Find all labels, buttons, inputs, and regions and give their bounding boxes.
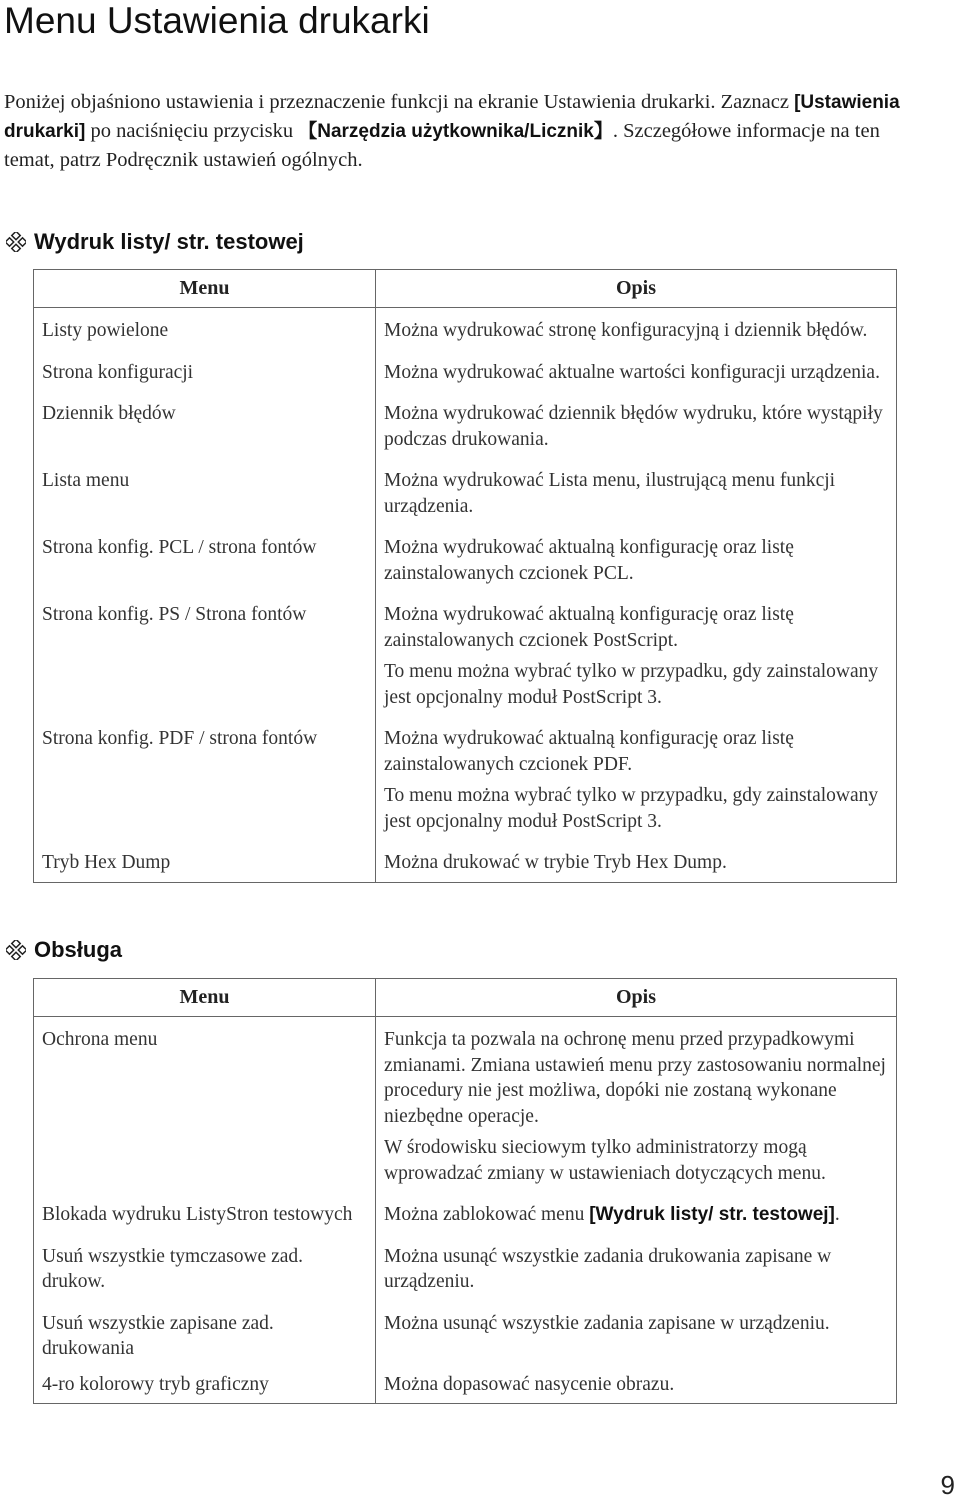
description-text: . — [834, 1204, 840, 1225]
menu-item-name: Listy powielone — [34, 308, 376, 350]
menu-item-description — [376, 840, 897, 882]
menu-item-name: Tryb Hex Dump — [34, 840, 376, 882]
description-paragraph: Można wydrukować Lista menu, ilustrującą menu funkcji urządzenia. — [384, 470, 836, 517]
description-paragraph: To menu można wybrać tylko w przypadku, gdy zainstalowany jest opcjonalny moduł PostScript 3. — [384, 661, 879, 708]
menu-item-name: Lista menu — [34, 458, 376, 525]
menu-item-description — [376, 350, 897, 392]
description-paragraph: Funkcja ta pozwala na ochronę menu przed przypadkowymi zmianami. Zmiana ustawień menu przy zastosowaniu normalnej procedury nie jest możliwa, dopóki nie zostaną wykonane niezbędne operacje. — [384, 1029, 886, 1127]
diamond-bullet-icon — [6, 940, 26, 960]
description-paragraph: Można wydrukować aktualną konfigurację oraz listę zainstalowanych czcionek PostScript. — [384, 604, 794, 651]
table-row — [34, 840, 897, 882]
description-paragraph: Można dopasować nasycenie obrazu. — [384, 1373, 675, 1395]
description-text: Można zablokować menu — [384, 1204, 590, 1225]
table-row — [34, 1017, 897, 1193]
menu-item-description — [376, 525, 897, 592]
section-heading-text: Obsługa — [34, 937, 123, 962]
column-header-description: Opis — [376, 270, 897, 308]
menu-item-description — [376, 1017, 897, 1193]
table-header-row — [34, 270, 897, 308]
description-paragraph: Można wydrukować aktualną konfigurację oraz listę zainstalowanych czcionek PCL. — [384, 537, 794, 584]
intro-text: . Szczegółowe informacje na ten temat, patrz Podręcznik ustawień ogólnych. — [4, 120, 880, 171]
description-paragraph: W środowisku sieciowym tylko administratorzy mogą wprowadzać zmiany w ustawieniach dotyczących menu. — [384, 1137, 826, 1184]
menu-item-description — [376, 308, 897, 350]
intro-text: Poniżej objaśniono ustawienia i przeznaczenie funkcji na ekranie Ustawienia drukarki. Zaznacz — [4, 91, 795, 113]
column-header-menu: Menu — [34, 979, 376, 1017]
description-paragraph: Można wydrukować aktualną konfigurację oraz listę zainstalowanych czcionek PDF. — [384, 728, 794, 775]
description-paragraph — [384, 1202, 888, 1228]
menu-item-name: Strona konfig. PCL / strona fontów — [34, 525, 376, 592]
description-paragraph: Można wydrukować aktualne wartości konfiguracji urządzenia. — [384, 361, 880, 383]
menu-item-name: Strona konfig. PDF / strona fontów — [34, 716, 376, 840]
page-number: 9 — [940, 1470, 955, 1500]
section-heading-text: Wydruk listy/ str. testowej — [34, 229, 304, 254]
table-row — [34, 350, 897, 392]
menu-item-description — [376, 458, 897, 525]
table-row — [34, 525, 897, 592]
section-heading-maintenance — [6, 935, 122, 965]
menu-item-name: 4-ro kolorowy tryb graficzny — [34, 1362, 376, 1404]
intro-text: po naciśnięciu przycisku — [85, 120, 299, 142]
diamond-bullet-icon — [6, 232, 26, 252]
menu-item-name: Dziennik błędów — [34, 391, 376, 458]
description-paragraph: To menu można wybrać tylko w przypadku, gdy zainstalowany jest opcjonalny moduł PostScript 3. — [384, 785, 879, 832]
table-row — [34, 716, 897, 840]
menu-item-description — [376, 1301, 897, 1362]
column-header-description: Opis — [376, 979, 897, 1017]
menu-item-name: Ochrona menu — [34, 1017, 376, 1193]
menu-item-name: Usuń wszystkie zapisane zad. drukowania — [34, 1301, 376, 1362]
menu-item-name: Strona konfiguracji — [34, 350, 376, 392]
menu-item-description — [376, 1362, 897, 1404]
table-row — [34, 592, 897, 716]
table-row — [34, 1234, 897, 1301]
menu-item-description — [376, 592, 897, 716]
menu-item-description — [376, 716, 897, 840]
table-row — [34, 1192, 897, 1234]
description-paragraph: Można wydrukować dziennik błędów wydruku, które wystąpiły podczas drukowania. — [384, 403, 883, 450]
maintenance-table — [33, 978, 897, 1404]
section-heading-test-print — [6, 227, 304, 257]
table-row — [34, 391, 897, 458]
menu-item-name: Usuń wszystkie tymczasowe zad. drukow. — [34, 1234, 376, 1301]
table-row — [34, 458, 897, 525]
intro-paragraph — [4, 88, 904, 175]
printer-settings-key: [Ustawienia drukarki] — [4, 92, 900, 142]
menu-key-reference: [Wydruk listy/ str. testowej] — [589, 1204, 835, 1225]
page-title: Menu Ustawienia drukarki — [4, 0, 430, 41]
table-row — [34, 308, 897, 350]
description-paragraph: Można usunąć wszystkie zadania zapisane w urządzeniu. — [384, 1312, 830, 1334]
table-header-row — [34, 979, 897, 1017]
menu-item-description — [376, 1192, 897, 1234]
table-row — [34, 1301, 897, 1362]
description-paragraph: Można usunąć wszystkie zadania drukowania zapisane w urządzeniu. — [384, 1245, 832, 1292]
menu-item-description — [376, 1234, 897, 1301]
menu-item-name: Blokada wydruku ListyStron testowych — [34, 1192, 376, 1234]
user-tools-key: 【Narzędzia użytkownika/Licznik】 — [298, 121, 613, 142]
test-print-table — [33, 269, 897, 883]
column-header-menu: Menu — [34, 270, 376, 308]
menu-item-name: Strona konfig. PS / Strona fontów — [34, 592, 376, 716]
menu-item-description — [376, 391, 897, 458]
description-paragraph: Można wydrukować stronę konfiguracyjną i dziennik błędów. — [384, 320, 868, 341]
description-paragraph: Można drukować w trybie Tryb Hex Dump. — [384, 852, 727, 873]
table-row — [34, 1362, 897, 1404]
